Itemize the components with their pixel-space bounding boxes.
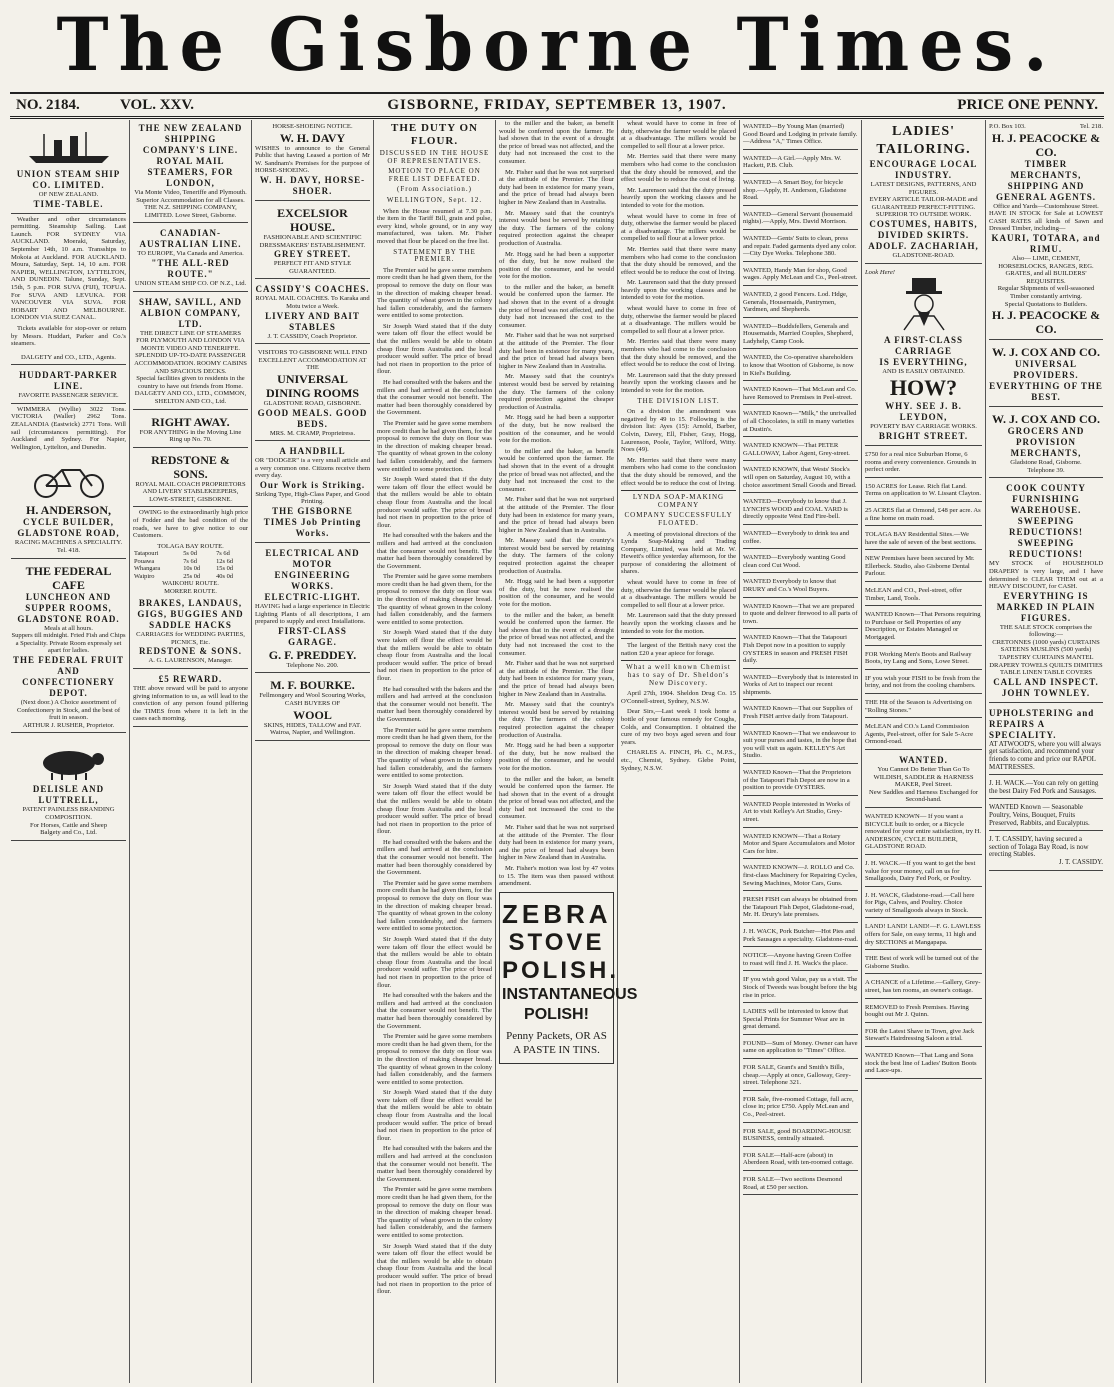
canadian-title: CANADIAN-AUSTRALIAN LINE. bbox=[139, 228, 242, 250]
article-paragraph: The Premier said he gave some members more credit than he had given them, for the proposal to remove the duty on flour was in the direction of making cheaper bread. The quantity of wheat grown in the colony had fallen considerably, and the farmers were entitled to some protection. bbox=[377, 266, 492, 320]
article-paragraph: to the miller and the baker, as benefit would be conferred upon the farmer. He had shown that in the event of a drought the price of bread was not affected, and the duty had not increased the cost to the consumer. bbox=[499, 775, 614, 821]
article-paragraph: Sir Joseph Ward stated that if the duty were taken off flour the effect would be that the millers would be able to obtain cheap flour from Australia and the local producer would suffer. The price of bread had not risen in proportion to the price of flour. bbox=[377, 1089, 492, 1142]
how-title: HOW? bbox=[889, 375, 958, 401]
article-paragraph: wheat would have to come in free of duty, otherwise the farmer would be placed at a disadvantage. The millers would be compelled to sell flour at a lower price. bbox=[621, 120, 736, 150]
canadian-line-ad: CANADIAN-AUSTRALIAN LINE. TO EUROPE, Via Canada and America. "THE ALL-RED ROUTE." UNION STEAM SHIP CO. OF N.Z., Ltd. bbox=[133, 225, 248, 291]
article-paragraph: to the miller and the baker, as benefit would be conferred upon the farmer. He had shown that in the event of a drought the price of bread was not affected, and the duty had not increased the cost to the consumer. bbox=[499, 120, 614, 165]
dateline bbox=[10, 92, 1104, 119]
columns bbox=[8, 120, 1106, 1383]
classified-ad: NOTICE—Anyone having Green Coffee to roast will find J. H. Wack's the place. bbox=[743, 949, 858, 971]
article-paragraph: Mr. Fisher said that he was not surprised at the attitude of the Premier. The flour duty had been in existence for many years, and the price of bread had always been higher in New Zealand than in Australia. bbox=[499, 168, 614, 206]
article-paragraph: Mr. Laurenson said that the duty pressed heavily upon the working classes and he intended to vote for the motion. bbox=[621, 279, 736, 302]
classified-ad: WANTED—General Servant (housemaid nights).—Apply, Mrs. David Morrison. bbox=[743, 208, 858, 230]
huddart-title: HUDDART-PARKER LINE. bbox=[19, 370, 118, 392]
article-paragraph: Mr. Hogg said he had been a supporter of the duty, but he now realised the position of the consumer, and he would vote for the motion. bbox=[499, 578, 614, 609]
excelsior-ad: EXCELSIOR HOUSE. FASHIONABLE AND SCIENTIFIC DRESSMAKERS' ESTABLISHMENT. GREY STREET. PERFECT FIT AND STYLE GUARANTEED. bbox=[255, 203, 370, 279]
cassidy-title: CASSIDY'S COACHES. bbox=[255, 284, 370, 295]
article-paragraph: to the miller and the baker, as benefit would be conferred upon the farmer. He had shown that in the event of a drought the price of bread was not affected, and the duty had not increased the cost to the consumer. bbox=[499, 283, 614, 329]
peacocke-ad: P.O. Box 103. Tel. 218. H. J. PEACOCKE & CO. TIMBER MERCHANTS, SHIPPING AND GENERAL AGENTS. Office and Yards—Customhouse Street. HAVE IN STOCK for Sale at LOWEST CASH RATES all kinds of Sawn and Dressed Timber, including— KAURI, TOTARA, and RIMU. Also— LIME, CEMENT, HORSEBLOCKS, RANGES, REG. GRATES, and all BUILDERS' REQUISITES. Regular Shipments of well-seasoned Timber constantly arriving. Special Quotations to Builders. H. J. PEACOCKE & CO. bbox=[989, 120, 1103, 340]
usc-text: Weather and other circumstances permitting. Steamship Sailing. Last Launch. FOR SYDNEY VIA AUCKLAND. Moeraki, Saturday, September 14th, 10 a.m. Transships to Mokoia at Auckland. FOR AUCKLAND. Moura, Saturday, Sept. 14, 10 a.m. FOR NAPIER, WELLINGTON, LYTTELTON, AND DUNEDIN. Talune, Sunday, Sept. 15th, 5 p.m. FOR SUVA (FIJI), TOFUA. For SUVA AND LEVUKA. FOR VANCOUVER VIA SUVA. FOR HOBART AND MELBOURNE. LONDON VIA SUEZ CANAL. bbox=[11, 215, 126, 322]
fare-table bbox=[133, 550, 248, 580]
huddart-favorite: FAVORITE PASSENGER SERVICE. bbox=[18, 392, 119, 400]
classified-ad: REMOVED to Fresh Premises. Having bought out Mr J. Quinn. bbox=[865, 1001, 982, 1023]
handbill-title: A HANDBILL bbox=[279, 446, 346, 457]
article-paragraph: CHARLES A. FINCH, Ph. C., M.P.S., etc., Chemist, Sydney. Glebe Point, Sydney, N.S.W. bbox=[621, 749, 736, 772]
usc-tickets: Tickets available for stop-over or return by Messrs. Huddart, Parker and Co.'s steamers. bbox=[11, 324, 126, 348]
classified-ad: 25 ACRES flat at Ormond, £48 per acre. As a fine home on main road. bbox=[865, 504, 982, 526]
classified-ad: FRESH FISH can always be obtained from the Tatapouri Fish Depot, Gladstone-road, Mr. H. Drury's late premises. bbox=[743, 893, 858, 923]
zebra-title: ZEBRA bbox=[502, 898, 612, 929]
electrical-title: ELECTRICAL AND MOTOR ENGINEERING WORKS. bbox=[265, 548, 360, 592]
universal-title: UNIVERSAL DINING ROOMS bbox=[265, 371, 359, 400]
table-row: Pouawa 7s 6d 12s 6d bbox=[134, 557, 233, 565]
classified-ad: WANTED—By Young Man (married) Good Board and Lodging in private family.—Address "A," Times Office. bbox=[743, 120, 858, 150]
classified-ad: WANTED—Buddsfellers, Generals and Housemaids, Married Couples, Shepherd, Ladyhelp, Camp Cook. bbox=[743, 320, 858, 350]
classified-ad: THE Hit of the Season is Advertising on "Rolling Stones." bbox=[865, 696, 982, 718]
classified-ad: LADIES will be interested to know that Special Prints for Summer Wear are in great demand. bbox=[743, 1005, 858, 1035]
column-3 bbox=[252, 120, 374, 1383]
article-paragraph: Mr. Herries said that there were many members who had come to the conclusion that the duty should be removed, and the effect would be to reduce the cost of living. bbox=[621, 245, 736, 276]
article-paragraph: Sir Joseph Ward stated that if the duty were taken off flour the effect would be that the millers would be able to obtain cheap flour from Australia and the local producer would suffer. The price of bread had not risen in proportion to the price of flour. bbox=[377, 476, 492, 529]
usc-title: UNION STEAM SHIP CO. LIMITED. bbox=[16, 169, 121, 190]
issue-date: GISBORNE, FRIDAY, SEPTEMBER 13, 1907. bbox=[387, 97, 727, 113]
article-paragraph: Mr. Fisher said that he was not surprised at the attitude of the Premier. The flour duty had been in existence for many years, and the price of bread had always been higher in New Zealand than in Australia. bbox=[499, 660, 614, 698]
cook-county-ad: COOK COUNTY FURNISHING WAREHOUSE. SWEEPING REDUCTIONS! SWEEPING REDUCTIONS! MY STOCK of HOUSEHOLD DRAPERY is very large, and I have determined to CLEAR THEM out at a HEAVY DISCOUNT, for CASH. EVERYTHING IS MARKED IN PLAIN FIGURES. THE SALE STOCK comprises the following:— CRETONNES (1000 yards) CURTAINS SATEENS MUSLINS (500 yards) TAPESTRY CURTAINS MANTEL DRAPERY TOWELS QUILTS DIMITIES TABLE LINEN TABLE COVERS CALL AND INSPECT. JOHN TOWNLEY. bbox=[989, 480, 1103, 703]
nzs-title: THE NEW ZEALAND SHIPPING COMPANY'S LINE. bbox=[138, 123, 243, 155]
classified-ad: WANTED—Everybody that is interested in Works of Art to inspect our recent shipments. bbox=[743, 671, 858, 701]
zebra-polish-ad: ZEBRA STOVE POLISH. INSTANTANEOUS POLISH! Penny Packets, OR AS A PASTE IN TINS. bbox=[499, 892, 614, 1064]
electrical-ad: ELECTRICAL AND MOTOR ENGINEERING WORKS. ELECTRIC-LIGHT. HAVING had a large experience in Electric Lighting Plants of all descriptions, I am prepared to supply and erect Installations. FIRST-CLASS GARAGE. G. F. PREDDEY. Telephone No. 200. bbox=[255, 545, 370, 673]
classified-ad: WANTED Known—That the Proprietors of the Tatapouri Fish Depot are now in a position to provide OYSTERS. bbox=[743, 766, 858, 796]
morere-route-title: MORERE ROUTE. bbox=[164, 587, 217, 595]
article-paragraph: The largest of the British navy cost the nation £20 a year apiece for forage. bbox=[621, 642, 736, 657]
volume-number: VOL. XXV. bbox=[120, 97, 195, 113]
classified-ad: WANTED Known—That McLean and Co. have Removed to Premises in Peel-street. bbox=[743, 383, 858, 405]
article-paragraph: wheat would have to come in free of duty, otherwise the farmer would be placed at a disadvantage. The millers would be compelled to sell flour at a lower price. bbox=[621, 305, 736, 335]
classified-ad: FOR SALE—Two sections Desmond Road, at £50 per section. bbox=[743, 1173, 858, 1195]
column-8 bbox=[862, 120, 986, 1383]
classified-ad: IF you wish your FISH to be fresh from the briny, and not from the cooling chambers. bbox=[865, 672, 982, 694]
article-paragraph: The Premier said he gave some members more credit than he had given them, for the proposal to remove the duty on flour was in the direction of making cheaper bread. The quantity of wheat grown in the colony had fallen considerably, and the farmers were entitled to some protection. bbox=[377, 1033, 492, 1086]
article-paragraph: He had consulted with the bakers and the millers and had arrived at the conclusion that the consumer would not benefit. The matter had been thoroughly considered by the Government. bbox=[377, 532, 492, 570]
redstone-title: REDSTONE & SONS. bbox=[151, 452, 230, 481]
classified-ad: J. H. WACK, Pork Butcher—Hot Pies and Pork Sausages a speciality. Gladstone-road. bbox=[743, 925, 858, 947]
redstone-notice: OWING to the extraordinarily high price of Fodder and the bad condition of the roads, we have to give notice to our Customers. bbox=[133, 509, 248, 540]
article-paragraph: Mr. Herries said that there were many members who had come to the conclusion that the duty should be removed, and the effect would be to reduce the cost of living. bbox=[621, 338, 736, 369]
huddart-text: WIMMERA (Wyllie) 3022 Tons. VICTORIA (Waller) 2962 Tons. ZEALANDIA (Eastwick) 2771 Tons. Will sail (circumstances permitting). For Auckland and Sydney. For Napier, Wellington, Lyttelton, and Dunedin. bbox=[11, 405, 126, 451]
classified-ad: WANTED—Everybody to drink tea and coffee. bbox=[743, 527, 858, 549]
article-paragraph: wheat would have to come in free of duty, otherwise the farmer would be placed at a disadvantage. The millers would be compelled to sell flour at a lower price. bbox=[621, 212, 736, 243]
article-paragraph: Sir Joseph Ward stated that if the duty were taken off flour the effect would be that the millers would be able to obtain cheap flour from Australia and the local producer would suffer. The price of bread had not risen in proportion to the price of flour. bbox=[377, 782, 492, 836]
usc-sub: OF NEW ZEALAND. bbox=[38, 191, 99, 198]
ship-icon bbox=[24, 126, 114, 166]
davy-title: W. H. DAVY bbox=[279, 130, 346, 145]
union-steam-ad bbox=[11, 120, 126, 214]
classified-ad: WANTED Known—That Lang and Sons stock the best line of Ladies' Button Boots and Lace-ups. bbox=[865, 1049, 982, 1079]
article-paragraph: He had consulted with the bakers and the millers and had arrived at the conclusion that the consumer would not benefit. The matter had been thoroughly considered by the Government. bbox=[377, 838, 492, 877]
right-away-ad: RIGHT AWAY. FOR ANYTHING in the Moving Line Ring up No. 70. bbox=[133, 412, 248, 448]
wildish-ad: WANTED. You Cannot Do Better Than Go To WILDISH, SADDLER & HARNESS MAKER, Peel Street. New Saddles and Harness Exchanged for Second-hand. bbox=[865, 752, 982, 808]
article-paragraph: Sir Joseph Ward stated that if the duty were taken off flour the effect would be that the millers would be able to obtain cheap flour from Australia and the local producer would suffer. The price of bread had not risen in proportion to the price of flour. bbox=[377, 322, 492, 376]
classified-ad: FOR SALE, good BOARDING-HOUSE BUSINESS, centrally situated. bbox=[743, 1125, 858, 1147]
article-paragraph: Mr. Laurenson said that the duty pressed heavily upon the working classes and he intended to vote for the motion. bbox=[621, 186, 736, 209]
article-paragraph: The Premier said he gave some members more credit than he had given them, for the proposal to remove the duty on flour was in the direction of making cheaper bread. The quantity of wheat grown in the colony had fallen considerably, and the farmers were entitled to some protection. bbox=[377, 1186, 492, 1239]
table-row: Tatapouri 5s 0d 7s 6d bbox=[134, 550, 230, 558]
column-7 bbox=[740, 120, 862, 1383]
article-paragraph: to the miller and the baker, as benefit would be conferred upon the farmer. He had shown that in the event of a drought the price of bread was not affected, and the duty had not increased the cost to the consumer. bbox=[499, 447, 614, 493]
article-paragraph: to the miller and the baker, as benefit would be conferred upon the farmer. He had shown that in the event of a drought the price of bread was not affected, and the duty had not increased the cost to the consumer. bbox=[499, 611, 614, 657]
classified-ad: WANTED KNOWN—That a Rotary Motor and Spare Accumulators and Motor Cars for hire. bbox=[743, 830, 858, 860]
classified-ad: WANTED—A Smart Boy, for bicycle shop.—Apply, H. Anderson, Gladstone Road. bbox=[743, 176, 858, 206]
article-paragraph: He had consulted with the bakers and the millers and had arrived at the conclusion that the consumer would not benefit. The matter had been thoroughly considered by the Government. bbox=[377, 1145, 492, 1183]
article-paragraph: The Premier said he gave some members more credit than he had given them, for the proposal to remove the duty on flour was in the direction of making cheaper bread. The quantity of wheat grown in the colony had fallen considerably, and the farmers were entitled to some protection. bbox=[377, 879, 492, 933]
classified-ad: UPHOLSTERING and REPAIRS A SPECIALITY. AT ATWOOD'S, where you will always get satisfaction, and recommend your friends to come and price our RAPOL MATTRESSES. bbox=[989, 705, 1103, 775]
newspaper-title: The Gisborne Times. bbox=[56, 0, 1058, 89]
tolaga-route-title: TOLAGA BAY ROUTE. bbox=[157, 542, 224, 550]
article-paragraph: Mr. Fisher said that he was not surprised at the attitude of the Premier. The flour duty had been in existence for many years, and the price of bread had always been higher in New Zealand than in Australia. bbox=[499, 332, 614, 370]
nz-shipping-ad: THE NEW ZEALAND SHIPPING COMPANY'S LINE. ROYAL MAIL STEAMERS, FOR LONDON, Via Monte Video, Teneriffe and Plymouth. Superior Accommodation for all Classes. THE N.Z. SHIPPING COMPANY, LIMITED. Lowe Street, Gisborne. bbox=[133, 120, 248, 223]
column-6: wheat would have to come in free of duty, otherwise the farmer would be placed at a disadvantage. The millers would be compelled to sell flour at a lower price. Mr. Herries said that there were many members who had come to the conclusion that the duty should be removed, and the effect would be to reduce the cost of living. Mr. Laurenson said that the duty pressed heavily upon the working classes and he intended to vote for the motion. wheat would have to come in free of duty, otherwise the farmer would be placed at a disadvantage. The millers would be compelled to sell flour at a lower price. Mr. Herries said that there were many members who had come to the conclusion that the duty should be removed, and the effect would be to reduce the cost of living. Mr. Laurenson said that the duty pressed heavily upon the working classes and he intended to vote for the motion. wheat would have to come in free of duty, otherwise the farmer would be placed at a disadvantage. The millers would be compelled to sell flour at a lower price. Mr. Herries said that there were many members who had come to the conclusion that the duty should be removed, and the effect would be to reduce the cost of living. Mr. Laurenson said that the duty pressed heavily upon the working classes and he intended to vote for the motion. THE DIVISION LIST. On a division the amendment was negatived by 49 to 15. Following is the division list: Ayes (15): Arnold, Barber, Colvin, Davey, Ell, Fisher, Gray, Hogg, Laurenson, Poole, Taylor, Wilford, Witty. Noes (49). Mr. Herries said that there were many members who had come to the conclusion that the duty should be removed, and the effect would be to reduce the cost of living. LYNDA SOAP-MAKING COMPANY COMPANY SUCCESSFULLY FLOATED. A meeting of provisional directors of the Lynda Soap-Making and Trading Company, Limited, was held at Mr. W. Hewett's office yesterday afternoon, for the purpose of considering the allotment of shares. wheat would have to come in free of duty, otherwise the farmer would be placed at a disadvantage. The millers would be compelled to sell flour at a lower price. Mr. Laurenson said that the duty pressed heavily upon the working classes and he intended to vote for the motion. The largest of the British navy cost the nation £20 a year apiece for forage. What a well known Chemist has to say of Dr. Sheldon's New Discovery. April 27th, 1904. Sheldon Drug Co. 15 O'Connell-street, Sydney, N.S.W. Dear Sirs,—Last week I took home a bottle of your famous remedy for Coughs, Colds, and Consumption. I obtained the cure of my two boys aged seven and four years. CHARLES A. FINCH, Ph. C., M.P.S., etc., Chemist, Sydney. Glebe Point, Sydney, N.S.W. bbox=[618, 120, 740, 1383]
delisle-title: DELISLE AND LUTTRELL, bbox=[32, 784, 105, 806]
division-text: On a division the amendment was negatived by 49 to 15. Following is the division list: Ayes (15): Arnold, Barber, Colvin, Davey, Ell, Fisher, Gray, Hogg, Laurenson, Poole, Taylor, Wilford, Witty. Noes (49). bbox=[621, 408, 736, 454]
classified-ad: WANTED—Gents' Suits to clean, press and repair. Faded garments dyed any color.—City Dye Works. Telephone 380. bbox=[743, 232, 858, 262]
reward-ad: £5 REWARD. THE above reward will be paid to anyone giving information to us, as will lead to the conviction of any person found pilfering the TIMES from where it is left in the cases each morning. bbox=[133, 671, 248, 727]
delisle-ad: DELISLE AND LUTTRELL, PATENT PAINLESS BRANDING COMPOSITION. For Horses, Cattle and Sheep Balgety and Co., Ltd. bbox=[11, 735, 126, 840]
lynda-title: LYNDA SOAP-MAKING COMPANY bbox=[632, 493, 725, 509]
masthead bbox=[0, 0, 1114, 92]
article-paragraph: Mr. Laurenson said that the duty pressed heavily upon the working classes and he intended to vote for the motion. bbox=[621, 371, 736, 394]
issue-price: PRICE ONE PENNY. bbox=[957, 97, 1098, 113]
article-paragraph: Mr. Massey said that the country's interest would best be served by retaining the duty. The farmers of the colony required protection against the cheaper production of Australia. bbox=[499, 373, 614, 411]
division-title: THE DIVISION LIST. bbox=[637, 396, 720, 405]
classified-ad: WANTED, the Co-operative shareholders to know that Wootton of Gisborne, is now in Kiel's Building. bbox=[743, 351, 858, 381]
classified-ad: WANTED KNOWN, that Wests' Stock's will open on Saturday, August 10, with a choice assortment Small Goods and Bread. bbox=[743, 463, 858, 493]
bicycle-icon bbox=[24, 460, 114, 500]
classified-ad: WANTED Known—That the Tatapouri Fish Depot now in a position to supply OYSTERS in season and FRESH FISH daily. bbox=[743, 631, 858, 668]
article-paragraph: Mr. Fisher said that he was not surprised at the attitude of the Premier. The flour duty had been in existence for many years, and the price of bread had always been higher in New Zealand than in Australia. bbox=[499, 496, 614, 534]
classified-ad: £750 for a real nice Suburban Home, 6 rooms and every convenience. Grounds in perfect order. bbox=[865, 448, 982, 478]
classified-ad: IF you wish good Value, pay us a visit. The Stock of Tweeds was bought before the big rise in price. bbox=[743, 973, 858, 1003]
cook-county-title: COOK COUNTY FURNISHING WAREHOUSE. bbox=[1006, 483, 1086, 516]
classified-ad: WANTED—Everybody to know that J. LYNCH'S WOOD and COAL YARD is directly opposite West End Fire-bell. bbox=[743, 495, 858, 525]
dalgety-sign: DALGETY and CO., LTD., Agents. bbox=[11, 351, 126, 366]
peacocke-title: H. J. PEACOCKE & CO. bbox=[991, 130, 1101, 159]
article-paragraph: Mr. Herries said that there were many members who had come to the conclusion that the duty should be removed, and the effect would be to reduce the cost of living. bbox=[621, 456, 736, 487]
article-paragraph: A meeting of provisional directors of the Lynda Soap-Making and Trading Company, Limited, was held at Mr. W. Hewett's office yesterday afternoon, for the purpose of considering the allotment of shares. bbox=[621, 530, 736, 576]
column-4: THE DUTY ON FLOUR. DISCUSSED IN THE HOUSE OF REPRESENTATIVES. MOTION TO PLACE ON FREE LIST DEFEATED. (From Association.) WELLINGTON, Sept. 12. When the House resumed at 7.30 p.m. the item in the Tariff Bill, grain and pulse, every kind, whole ground, or in any way manufactured, was taken. Mr. Fisher moved that flour be placed on the free list. STATEMENT BY THE PREMIER. The Premier said he gave some members more credit than he had given them, for the proposal to remove the duty on flour was in the direction of making cheaper bread. The quantity of wheat grown in the colony had fallen considerably, and the farmers were entitled to some protection. Sir Joseph Ward stated that if the duty were taken off flour the effect would be that the millers would be able to obtain cheap flour from Australia and the local producer would suffer. The price of bread had not risen in proportion to the price of flour. He had consulted with the bakers and the millers and had arrived at the conclusion that the consumer would not benefit. The matter had been thoroughly considered by the Government. The Premier said he gave some members more credit than he had given them, for the proposal to remove the duty on flour was in the direction of making cheaper bread. The quantity of wheat grown in the colony had fallen considerably, and the farmers were entitled to some protection. Sir Joseph Ward stated that if the duty were taken off flour the effect would be that the millers would be able to obtain cheap flour from Australia and the local producer would suffer. The price of bread had not risen in proportion to the price of flour. He had consulted with the bakers and the millers and had arrived at the conclusion that the consumer would not benefit. The matter had been thoroughly considered by the Government. The Premier said he gave some members more credit than he had given them, for the proposal to remove the duty on flour was in the direction of making cheaper bread. The quantity of wheat grown in the colony had fallen considerably, and the farmers were entitled to some protection. Sir Joseph Ward stated that if the duty were taken off flour the effect would be that the millers would be able to obtain cheap flour from Australia and the local producer would suffer. The price of bread had not risen in proportion to the price of flour. He had consulted with the bakers and the millers and had arrived at the conclusion that the consumer would not benefit. The matter had been thoroughly considered by the Government. The Premier said he gave some members more credit than he had given them, for the proposal to remove the duty on flour was in the direction of making cheaper bread. The quantity of wheat grown in the colony had fallen considerably, and the farmers were entitled to some protection. Sir Joseph Ward stated that if the duty were taken off flour the effect would be that the millers would be able to obtain cheap flour from Australia and the local producer would suffer. The price of bread had not risen in proportion to the price of flour. He had consulted with the bakers and the millers and had arrived at the conclusion that the consumer would not benefit. The matter had been thoroughly considered by the Government. The Premier said he gave some members more credit than he had given them, for the proposal to remove the duty on flour was in the direction of making cheaper bread. The quantity of wheat grown in the colony had fallen considerably, and the farmers were entitled to some protection. Sir Joseph Ward stated that if the duty were taken off flour the effect would be that the millers would be able to obtain cheap flour from Australia and the local producer would suffer. The price of bread had not risen in proportion to the price of flour. He had consulted with the bakers and the millers and had arrived at the conclusion that the consumer would not benefit. The matter had been thoroughly considered by the Government. The Premier said he gave some members more credit than he had given them, for the proposal to remove the duty on flour was in the direction of making cheaper bread. The quantity of wheat grown in the colony had fallen considerably, and the farmers were entitled to some protection. Sir Joseph Ward stated that if the duty were taken off flour the effect would be that the millers would be able to obtain cheap flour from Australia and the local producer would suffer. The price of bread had not risen in proportion to the price of flour. He had consulted with the bakers and the millers and had arrived at the conclusion that the consumer would not benefit. The matter had been thoroughly considered by the Government. The Premier said he gave some members more credit than he had given them, for the proposal to remove the duty on flour was in the direction of making cheaper bread. The quantity of wheat grown in the colony had fallen considerably, and the farmers were entitled to some protection. Sir Joseph Ward stated that if the duty were taken off flour the effect would be that the millers would be able to obtain cheap flour from Australia and the local producer would suffer. The price of bread had not risen in proportion to the price of flour. bbox=[374, 120, 496, 1383]
article-paragraph: Mr. Fisher said that he was not surprised at the attitude of the Premier. The flour duty had been in existence for many years, and the price of bread had always been higher in New Zealand than in Australia. bbox=[499, 824, 614, 862]
article-paragraph: Sir Joseph Ward stated that if the duty were taken off flour the effect would be that the millers would be able to obtain cheap flour from Australia and the local producer would suffer. The price of bread had not risen in proportion to the price of flour. bbox=[377, 936, 492, 989]
article-paragraph: Mr. Hogg said he had been a supporter of the duty, but he now realised the position of the consumer, and he would vote for the motion. bbox=[499, 250, 614, 281]
table-row: Waipiro 25s 0d 40s 0d bbox=[134, 572, 233, 580]
classified-ad: A CHANCE of a Lifetime.—Gallery, Grey-street, has ten rooms, an owner's cottage. bbox=[865, 976, 982, 998]
classified-ad: McLEAN and CO.'s Land Commission Agents, Peel-street, offer for Sale 5-Acre Ormond-road. bbox=[865, 720, 982, 750]
article-paragraph: wheat would have to come in free of duty, otherwise the farmer would be placed at a disadvantage. The millers would be compelled to sell flour at a lower price. bbox=[621, 579, 736, 609]
classified-ad: WANTED KNOWN—That PETER GALLOWAY, Labor Agent, Grey-street. bbox=[743, 439, 858, 461]
classified-ad: WANTED, Handy Man for shop, Good wages. Apply McLean and Co., Peel-street. bbox=[743, 264, 858, 286]
premier-subhead: STATEMENT BY THE PREMIER. bbox=[393, 247, 476, 264]
article-paragraph: Mr. Massey said that the country's interest would best be served by retaining the duty. The farmers of the colony required protection against the cheaper production of Australia. bbox=[499, 209, 614, 247]
classified-ad: FOUND—Sum of Money. Owner can have same on application to "Times" Office. bbox=[743, 1037, 858, 1059]
classified-ad: WANTED—A Girl.—Apply Mrs. W. Hackett, P.B. Club. bbox=[743, 152, 858, 174]
article-paragraph: The Premier said he gave some members more credit than he had given them, for the proposal to remove the duty on flour was in the direction of making cheaper bread. The quantity of wheat grown in the colony had fallen considerably, and the farmers were entitled to some protection. bbox=[377, 420, 492, 473]
article-paragraph: The Premier said he gave some members more credit than he had given them, for the proposal to remove the duty on flour was in the direction of making cheaper bread. The quantity of wheat grown in the colony had fallen considerably, and the farmers were entitled to some protection. bbox=[377, 726, 492, 780]
davy-ad: HORSE-SHOEING NOTICE. W. H. DAVY WISHES to announce to the General Public that having Leased a portion of Mr W. Sandnam's Premises for the purpose of HORSE-SHOEING. W. H. DAVY, HORSE-SHOER. bbox=[255, 120, 370, 201]
waikohu-route-title: WAIKOHU ROUTE. bbox=[162, 580, 219, 588]
classified-ad: 150 ACRES for Lease. Rich flat Land. Terms on application to W. Lissant Clayton. bbox=[865, 480, 982, 502]
article-paragraph: Mr. Laurenson said that the duty pressed heavily upon the working classes and he intended to vote for the motion. bbox=[621, 612, 736, 635]
reward-title: £5 REWARD. bbox=[158, 674, 223, 685]
classified-ad: WANTED—Everybody wanting Good clean cord Cut Wood. bbox=[743, 551, 858, 573]
classified-ad: WANTED KNOWN— If you want a BICYCLE built to order, or a Bicycle renovated for your entire satisfaction, try H. ANDERSON, CYCLE BUILDER, GLADSTONE ROAD. bbox=[865, 810, 982, 855]
classified-ad: WANTED Everybody to know that DRURY and Co.'s Wool Buyers. bbox=[743, 575, 858, 597]
cox-grocers-ad: W. J. COX AND CO. GROCERS AND PROVISION MERCHANTS, Gladstone Road, Gisborne. Telephone 39. bbox=[989, 409, 1103, 478]
article-paragraph: Mr. Massey said that the country's interest would best be served by retaining the duty. The farmers of the colony required protection against the cheaper production of Australia. bbox=[499, 701, 614, 739]
federal-title: THE FEDERAL CAFE bbox=[25, 563, 112, 592]
article-paragraph: Sir Joseph Ward stated that if the duty were taken off flour the effect would be that the millers would be able to obtain cheap flour from Australia and the local producer would suffer. The price of bread had not risen in proportion to the price of flour. bbox=[377, 1242, 492, 1296]
classified-ad: WANTED Known—"Milk," the unrivalled of all Chocolates, is still in many varieties at Dustin's. bbox=[743, 407, 858, 437]
article-paragraph: He had consulted with the bakers and the millers and had arrived at the conclusion that the consumer would not benefit. The matter had been thoroughly considered by the Government. bbox=[377, 992, 492, 1030]
article-paragraph: When the House resumed at 7.30 p.m. the item in the Tariff Bill, grain and pulse, every kind, whole ground, or in any way manufactured, was taken. Mr. Fisher moved that flour be placed on the free list. bbox=[377, 207, 492, 245]
classified-ad: J. T. CASSIDY, having secured a section of Tolaga Bay Road, is now erecting Stables. J. T. CASSIDY. bbox=[989, 833, 1103, 870]
flour-headline: THE DUTY ON FLOUR. bbox=[391, 122, 478, 147]
issue-number: NO. 2184. bbox=[16, 97, 80, 113]
classified-ad: WANTED, 2 good Fencers. Lod. Hdge, Generals, Housemaids, Pantrymen, Yardmen, and Shepherds. bbox=[743, 288, 858, 318]
cox-providers-ad: W. J. COX AND CO. UNIVERSAL PROVIDERS. EVERYTHING OF THE BEST. bbox=[989, 342, 1103, 407]
carriage-ad: Look Here! A FIRST-CLASS CARRIAGE IS EVERYTHING, AND IS EASILY OBTAINED. HOW? WHY. SEE J. B. LEYDON, POVERTY BAY CARRIAGE WORKS. BRIGHT STREET. bbox=[865, 266, 982, 446]
column-1 bbox=[8, 120, 130, 1383]
classified-ad: McLEAN and CO., Peel-street, offer Timber, Land, Tools. bbox=[865, 584, 982, 606]
shaw-savill-ad: SHAW, SAVILL, AND ALBION COMPANY, LTD. THE DIRECT LINE OF STEAMERS FOR PLYMOUTH AND LONDON VIA MONTE VIDEO AND TENERIFFE. SPLENDID UP-TO-DATE PASSENGER ACCOMMODATION. ROOMY CABINS AND SPACIOUS DECKS. Special facilities given to residents in the country to have out friends from Home. DALGETY AND CO., LTD., COMMON, SHELTON AND CO., Ltd. bbox=[133, 294, 248, 410]
federal-cafe-ad: THE FEDERAL CAFE LUNCHEON AND SUPPER ROOMS, GLADSTONE ROAD. Meals at all hours. Suppers till midnight. Fried Fish and Chips a Speciality. Private Room expressly set apart for ladies. THE FEDERAL FRUIT AND CONFECTIONERY DEPOT. (Next door.) A Choice assortment of Confectionery in Stock, and the best of fruit in season. ARTHUR J. RUSHER, Proprietor. bbox=[11, 561, 126, 734]
timetable-title: TIME-TABLE. bbox=[33, 198, 104, 209]
article-paragraph: The Premier said he gave some members more credit than he had given them, for the proposal to remove the duty on flour was in the direction of making cheaper bread. The quantity of wheat grown in the colony had fallen considerably, and the farmers were entitled to some protection. bbox=[377, 573, 492, 626]
uncle-sam-icon bbox=[894, 276, 954, 332]
classified-ad: WANTED Known—That we are prepared to quote and deliver firewood to all parts of town. bbox=[743, 600, 858, 630]
classified-ad: WANTED KNOWN—J. ROLLO and Co. first-class Machinery for Repairing Cycles, Sewing Machines, Motor Cars, Guns. bbox=[743, 861, 858, 891]
article-paragraph: Mr. Hogg said he had been a supporter of the duty, but he now realised the position of the consumer, and he would vote for the motion. bbox=[499, 742, 614, 772]
classified-ad: WANTED Known — Seasonable Poultry, Veins, Bouquet, Fruits Preserved, Rabbits, and Eucalyptus. bbox=[989, 801, 1103, 831]
article-paragraph: Mr. Fisher's motion was lost by 47 votes to 15. The item was then passed without amendment. bbox=[499, 865, 614, 888]
anderson-ad: H. ANDERSON, CYCLE BUILDER, GLADSTONE ROAD, RACING MACHINES A SPECIALITY. Tel. 418. bbox=[11, 454, 126, 558]
classified-ad: FOR Sale, five-roomed Cottage, full acre, close in; price £750. Apply McLean and Co., Peel-street. bbox=[743, 1093, 858, 1123]
article-paragraph: Mr. Herries said that there were many members who had come to the conclusion that the duty should be removed, and the effect would be to reduce the cost of living. bbox=[621, 153, 736, 184]
classified-ad: THE Best of work will be turned out of the Gisborne Studio. bbox=[865, 952, 982, 974]
article-paragraph: Dear Sirs,—Last week I took home a bottle of your famous remedy for Coughs, Colds, and Consumption. I obtained the cure of my two boys aged seven and four years. bbox=[621, 708, 736, 746]
classified-ad: FOR the Latest Shave in Town, give Jack Stewart's Hairdressing Saloon a trial. bbox=[865, 1025, 982, 1047]
sheep-icon bbox=[24, 741, 114, 781]
huddart-ad bbox=[11, 367, 126, 404]
article-paragraph: Sir Joseph Ward stated that if the duty were taken off flour the effect would be that the millers would be able to obtain cheap flour from Australia and the local producer would suffer. The price of bread had not risen in proportion to the price of flour. bbox=[377, 629, 492, 682]
bourke-ad: M. F. BOURKE. Fellmongery and Wool Scouring Works, CASH BUYERS OF WOOL SKINS, HIDES, TALLOW and FAT. Wairoa, Napier, and Wellington. bbox=[255, 675, 370, 740]
cox-title: W. J. COX AND CO. bbox=[992, 345, 1100, 360]
article-paragraph: He had consulted with the bakers and the millers and had arrived at the conclusion that the consumer would not benefit. The matter had been thoroughly considered by the Government. bbox=[377, 685, 492, 723]
classified-ad: FOR Working Men's Boots and Railway Boots, try Lang and Sons, Lowe Street. bbox=[865, 648, 982, 670]
chemist-title: What a well known Chemist has to say of Dr. Sheldon's New Discovery. bbox=[626, 663, 731, 687]
redstone-ad: REDSTONE & SONS. ROYAL MAIL COACH PROPRIETORS AND LIVERY STABLEKEEPERS, LOWE-STREET, GISBORNE. bbox=[133, 450, 248, 508]
article-paragraph: April 27th, 1904. Sheldon Drug Co. 15 O'Connell-street, Sydney, N.S.W. bbox=[621, 690, 736, 705]
column-2 bbox=[130, 120, 252, 1383]
cassidy-coaches-ad: CASSIDY'S COACHES. ROYAL MAIL COACHES. To Karaka and Motu twice a Week. LIVERY AND BAIT STABLES J. T. CASSIDY, Coach Proprietor. bbox=[255, 281, 370, 344]
column-5 bbox=[496, 120, 638, 1383]
classified-ad: LAND! LAND! LAND!—F. G. LAWLESS offers for Sale, on easy terms, 11 high and dry SECTIONS at Mangapapa. bbox=[865, 920, 982, 950]
shaw-title: SHAW, SAVILL, AND ALBION COMPANY, LTD. bbox=[138, 296, 243, 329]
classified-ad: J. H. WACK.—You can rely on getting the best Dairy Fed Pork and Sausages. bbox=[989, 777, 1103, 799]
column-9 bbox=[986, 120, 1106, 1383]
ladies-tailoring-ad: LADIES' TAILORING. ENCOURAGE LOCAL INDUSTRY. LATEST DESIGNS, PATTERNS, AND FIGURES. EVERY ARTICLE TAILOR-MADE and GUARANTEED PERFECT-FITTING. SUPERIOR TO OUTSIDE WORK. COSTUMES, HABITS, DIVIDED SKIRTS. ADOLF. ZACHARIAH, GLADSTONE-ROAD. bbox=[865, 120, 982, 264]
classified-ad: WANTED Known—That our Supplies of Fresh FISH arrive daily from Tatapouri. bbox=[743, 702, 858, 724]
excelsior-title: EXCELSIOR HOUSE. bbox=[277, 205, 348, 234]
article-paragraph: He had consulted with the bakers and the millers and had arrived at the conclusion that the consumer would not benefit. The matter had been thoroughly considered by the Government. bbox=[377, 379, 492, 417]
anderson-title: H. ANDERSON, bbox=[25, 503, 111, 518]
handbill-ad: A HANDBILL OR "DODGER" is a very small article and a very common one. Citizens receive them every day. Our Work is Striking. Striking Type, High-Class Paper, and Good Printing. THE GISBORNE TIMES Job Printing Works. bbox=[255, 443, 370, 543]
classified-ad: J. H. WACK.—If you want to get the best value for your money, call on us for Smallgoods, Dairy Fed Pork, or Poultry. bbox=[865, 857, 982, 887]
bourke-title: M. F. BOURKE. bbox=[270, 678, 355, 693]
brakes-ad: BRAKES, LANDAUS, GIGS, BUGGIES AND SADDLE HACKS CARRIAGES for WEDDING PARTIES, PICNICS, Etc. REDSTONE & SONS. A. G. LAURENSON, Manager. bbox=[133, 595, 248, 669]
universal-rooms-ad: VISITORS TO GISBORNE WILL FIND EXCELLENT ACCOMMODATION AT THE UNIVERSAL DINING ROOMS GLADSTONE ROAD, GISBORNE. GOOD MEALS. GOOD BEDS. MRS. M. CRAMP, Proprietress. bbox=[255, 346, 370, 441]
classified-ad: WANTED People interested in Works of Art to visit Kelley's Art Studio, Grey-street. bbox=[743, 798, 858, 828]
classified-ad: NEW Premises have been secured by Mr. Ellerbeck. Studio, also Gisborne Dental Parlour. bbox=[865, 552, 982, 582]
classified-ad: WANTED Known—That Persons requiring to Purchase or Sell Properties of any Description, or Estates Managed or Mortgaged. bbox=[865, 608, 982, 645]
right-away-title: RIGHT AWAY. bbox=[151, 414, 230, 429]
ladies-title: LADIES' TAILORING. bbox=[876, 124, 971, 157]
classified-ad: FOR SALE—Half-acre (about) in Aberdeen Road, with ten-roomed cottage. bbox=[743, 1149, 858, 1171]
classified-ad: J. H. WACK, Gladstone-road.—Call here for Pigs, Calves, and Poultry. Choice variety of Smallgoods always in Stock. bbox=[865, 889, 982, 919]
article-paragraph: Mr. Massey said that the country's interest would best be served by retaining the duty. The farmers of the colony required protection against the cheaper production of Australia. bbox=[499, 537, 614, 575]
classified-ad: FOR SALE, Grant's and Smith's Bills, cheap.—Apply at once, Galloway, Grey-street. Telephone 321. bbox=[743, 1061, 858, 1091]
article-paragraph: Mr. Hogg said he had been a supporter of the duty, but he now realised the position of the consumer, and he would vote for the motion. bbox=[499, 414, 614, 445]
classified-ad: WANTED Known—That we endeavour to suit your purses and tastes, in the hope that you will visit us again. KELLEY'S Art Studio. bbox=[743, 727, 858, 764]
classified-ad: TOLAGA BAY Residential Sites.—We have the sale of seven of the best sections. bbox=[865, 528, 982, 550]
table-row: Whangara 10s 0d 15s 0d bbox=[134, 565, 233, 573]
